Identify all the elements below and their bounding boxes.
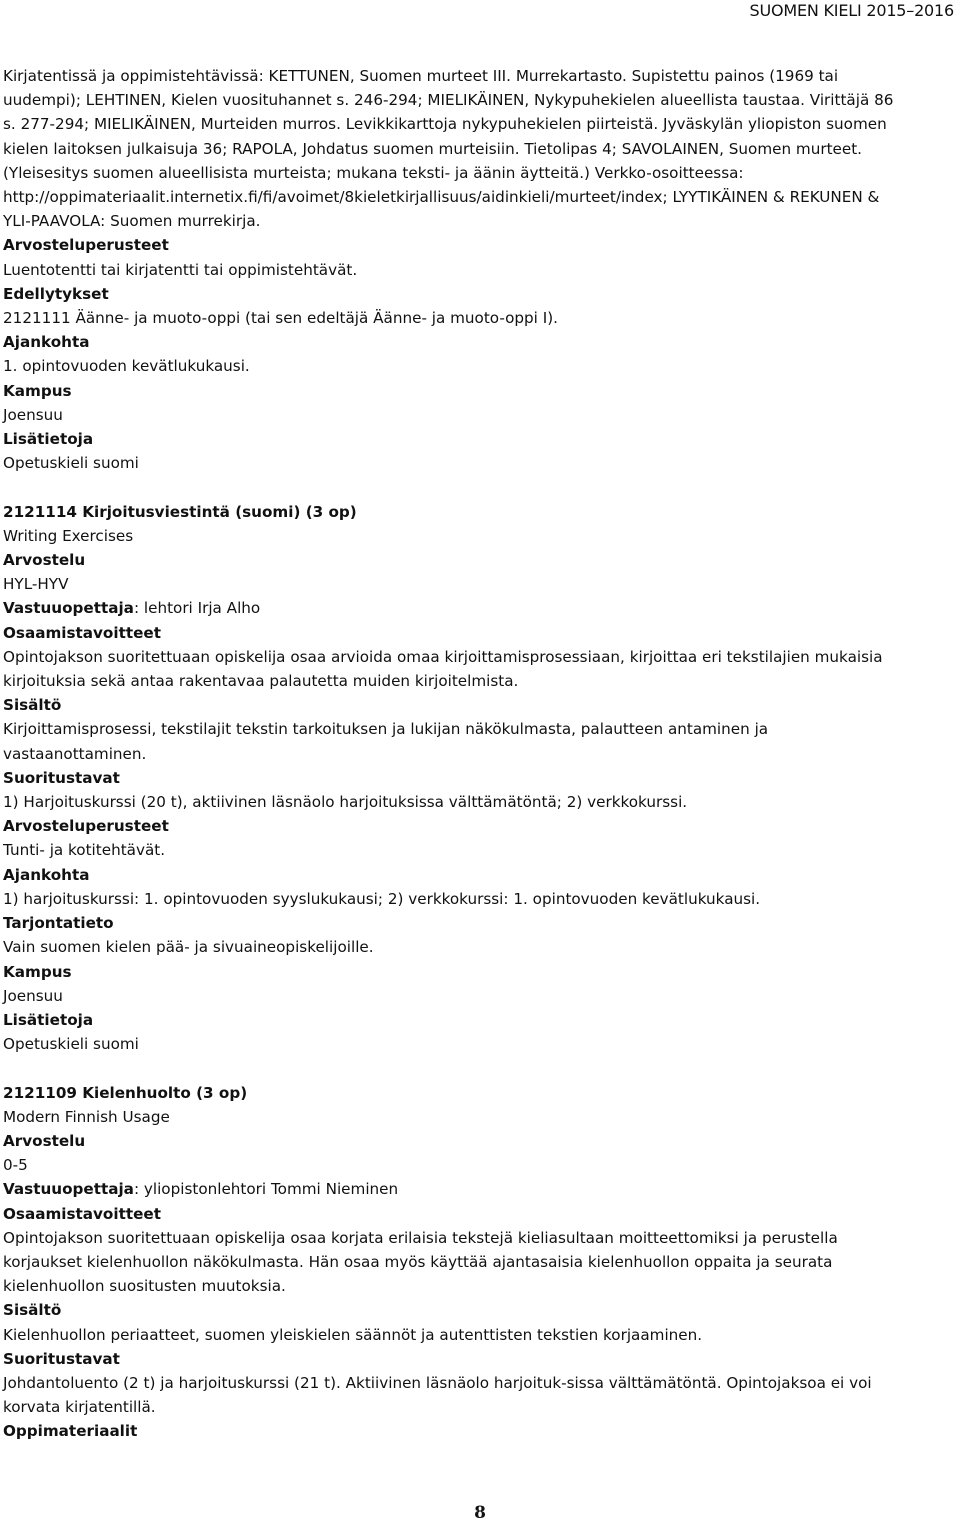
- section-label: Tarjontatieto: [3, 914, 114, 933]
- section-label: Lisätietoja: [3, 1010, 94, 1029]
- section-text: Opetuskieli suomi: [3, 1035, 139, 1054]
- section-text: korvata kirjatentillä.: [3, 1398, 156, 1417]
- section-label: Ajankohta: [3, 865, 90, 884]
- section-label: Lisätietoja: [3, 430, 94, 449]
- section-label: Kampus: [3, 962, 72, 981]
- teacher-line: [3, 596, 953, 620]
- section-text: Opintojakson suoritettuaan opiskelija osaa korjata erilaisia tekstejä kieliasultaan moitteettomiksi ja perustella: [3, 1228, 838, 1247]
- section-text: kielenhuollon suositusten muutoksia.: [3, 1277, 286, 1296]
- section-text: HYL-HYV: [3, 575, 69, 594]
- section-label: Suoritustavat: [3, 1349, 120, 1368]
- section-label: Ajankohta: [3, 333, 90, 352]
- section-label: Suoritustavat: [3, 768, 120, 787]
- section-text: Joensuu: [3, 405, 63, 424]
- intro-line: YLI-PAAVOLA: Suomen murrekirja.: [3, 212, 261, 231]
- intro-line: (Yleisesitys suomen alueellisista murteista; mukana teksti- ja äänin äytteitä.) Verkko-osoitteessa:: [3, 163, 744, 182]
- section-text: Kielenhuollon periaatteet, suomen yleiskielen säännöt ja autenttisten tekstien korjaaminen.: [3, 1325, 703, 1344]
- intro-line: s. 277-294; MIELIKÄINEN, Murteiden murros. Levikkikarttoja nykypuhekielen piirteistä. Jyväskylän yliopiston suomen: [3, 115, 887, 134]
- section-text: 1) harjoituskurssi: 1. opintovuoden syyslukukausi; 2) verkkokurssi: 1. opintovuoden kevätlukukausi.: [3, 889, 761, 908]
- section-text: korjaukset kielenhuollon näkökulmasta. Hän osaa myös käyttää ajantasaisia kielenhuollon oppaita ja seurata: [3, 1252, 833, 1271]
- section-text: 1. opintovuoden kevätlukukausi.: [3, 357, 250, 376]
- section-label: Sisältö: [3, 696, 62, 715]
- intro-line: http://oppimateriaalit.internetix.fi/fi/avoimet/8kieletkirjallisuus/aidinkieli/murteet/index; LYYTIKÄINEN & REKUNEN &: [3, 188, 880, 207]
- section-label: Osaamistavoitteet: [3, 1204, 161, 1223]
- intro-line: kielen laitoksen julkaisuja 36; RAPOLA, Johdatus suomen murteisiin. Tietolipas 4; SAVOLAINEN, Suomen murteet.: [3, 139, 863, 158]
- header-title: SUOMEN KIELI 2015–2016: [749, 1, 954, 20]
- page-header: [0, 0, 960, 28]
- section-label: Arvosteluperusteet: [3, 236, 169, 255]
- page-number: 8: [474, 1503, 486, 1523]
- document-body: [3, 64, 953, 1444]
- section-text: vastaanottaminen.: [3, 744, 147, 763]
- course-title: 2121114 Kirjoitusviestintä (suomi) (3 op): [3, 502, 357, 521]
- course-english-name: Writing Exercises: [3, 526, 134, 545]
- section-text: Vain suomen kielen pää- ja sivuaineopiskelijoille.: [3, 938, 374, 957]
- section-text: Tunti- ja kotitehtävät.: [3, 841, 166, 860]
- section-text: Opintojakson suoritettuaan opiskelija osaa arvioida omaa kirjoittamisprosessiaan, kirjoittaa eri tekstilajien mukaisia: [3, 647, 883, 666]
- section-text: kirjoituksia sekä antaa rakentavaa palautetta muiden kirjoitelmista.: [3, 672, 519, 691]
- section-label: Arvostelu: [3, 1131, 86, 1150]
- course-title: 2121109 Kielenhuolto (3 op): [3, 1083, 248, 1102]
- section-label: Oppimateriaalit: [3, 1422, 138, 1441]
- section-label: Sisältö: [3, 1301, 62, 1320]
- section-label: Edellytykset: [3, 284, 109, 303]
- section-text: Johdantoluento (2 t) ja harjoituskurssi (21 t). Aktiivinen läsnäolo harjoituk-sissa välttämätöntä. Opintojaksoa ei voi: [3, 1373, 872, 1392]
- section-text: 0-5: [3, 1156, 28, 1175]
- section-text: 1) Harjoituskurssi (20 t), aktiivinen läsnäolo harjoituksissa välttämätöntä; 2) verkkokurssi.: [3, 793, 688, 812]
- teacher-name: : yliopistonlehtori Tommi Nieminen: [133, 1180, 399, 1199]
- intro-line: Kirjatentissä ja oppimistehtävissä: KETTUNEN, Suomen murteet III. Murrekartasto. Supistettu painos (1969 tai: [3, 67, 839, 85]
- course-english-name: Modern Finnish Usage: [3, 1107, 170, 1126]
- section-text: 2121111 Äänne- ja muoto-oppi (tai sen edeltäjä Äänne- ja muoto-oppi I).: [3, 309, 558, 328]
- section-text: Luentotentti tai kirjatentti tai oppimistehtävät.: [3, 260, 358, 279]
- teacher-line: [3, 1177, 953, 1201]
- section-text: Joensuu: [3, 986, 63, 1005]
- section-label: Kampus: [3, 381, 72, 400]
- section-label: Arvosteluperusteet: [3, 817, 169, 836]
- section-label: Arvostelu: [3, 551, 86, 570]
- section-text: Kirjoittamisprosessi, tekstilajit tekstin tarkoituksen ja lukijan näkökulmasta, palautteen antaminen ja: [3, 720, 769, 739]
- section-label: Osaamistavoitteet: [3, 623, 161, 642]
- teacher-label: Vastuuopettaja: [3, 1180, 134, 1199]
- intro-line: uudempi); LEHTINEN, Kielen vuosituhannet s. 246-294; MIELIKÄINEN, Nykypuhekielen alueellista taustaa. Virittäjä 86: [3, 91, 894, 110]
- teacher-label: Vastuuopettaja: [3, 599, 134, 618]
- section-text: Opetuskieli suomi: [3, 454, 139, 473]
- teacher-name: : lehtori Irja Alho: [133, 599, 261, 618]
